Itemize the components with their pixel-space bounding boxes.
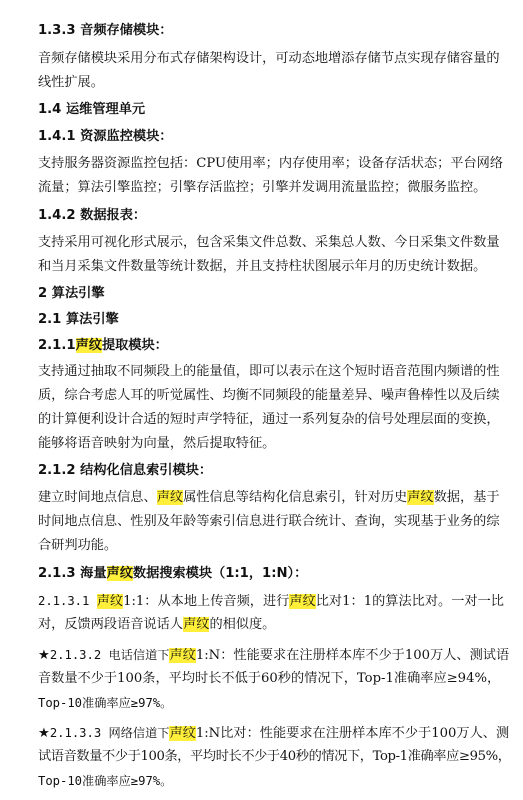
heading-1-4-2: 1.4.2 数据报表：: [38, 208, 147, 223]
heading-2-1-2: 2.1.2 结构化信息索引模块：: [38, 463, 213, 478]
paragraph-line: [38, 614, 511, 636]
text-run: 比对1：1的算法比对。一对一比: [315, 594, 504, 609]
heading-text: 数据搜索模块（1:1，1:N）：: [132, 566, 308, 581]
highlighted-term: 声纹: [156, 490, 184, 505]
paragraph-line: [38, 590, 511, 613]
paragraph-line: 线性扩展。: [38, 75, 104, 90]
highlighted-term: 声纹: [96, 594, 124, 609]
item-number: 2.1.3.3 网络信道下: [49, 726, 170, 740]
text-run: 属性信息等结构化信息索引，针对历史: [183, 490, 408, 505]
highlighted-term: 声纹: [169, 726, 196, 741]
heading-1-4-1: 1.4.1 资源监控模块：: [38, 129, 173, 144]
heading-2: 2 算法引擎: [38, 286, 105, 301]
star-icon: ★: [38, 648, 50, 663]
text-run: 数据，基于: [433, 490, 500, 505]
paragraph-line: Top-10准确率应≥97%。: [38, 696, 173, 710]
text-run: 1:1：从本地上传音频，进行: [123, 594, 290, 609]
heading-2-1: 2.1 算法引擎: [38, 312, 119, 327]
highlighted-term: 声纹: [106, 566, 133, 581]
text-run: 1:N：性能要求在注册样本库不少于100万人、测试语: [195, 648, 510, 663]
paragraph-line: 合研判功能。: [38, 538, 118, 553]
item-number: 2.1.3.2 电话信道下: [49, 648, 170, 662]
text-run: 1:N比对：性能要求在注册样本库不少于100万人、测: [195, 726, 510, 741]
heading-2-1-3: [38, 563, 511, 585]
paragraph-line: 支持服务器资源监控包括：CPU使用率；内存使用率；设备存活状态；平台网络: [38, 156, 504, 171]
heading-2-1-1: [38, 335, 511, 357]
paragraph-line: 支持通过抽取不同频段上的能量值，即可以表示在这个短时语音范围内频谱的性: [38, 364, 500, 379]
text-run: 建立时间地点信息、: [38, 490, 157, 505]
paragraph-line: 时间地点信息、性别及年龄等索引信息进行联合统计、查询，实现基于业务的综: [38, 514, 500, 529]
item-number: 2.1.3.1: [38, 594, 97, 608]
paragraph-line: 和当月采集文件数量等统计数据，并且支持柱状图展示年月的历史统计数据。: [38, 259, 487, 274]
paragraph-line: [38, 644, 511, 667]
paragraph-line: Top-10准确率应≥97%。: [38, 774, 173, 788]
paragraph-line: 音频存储模块采用分布式存储架构设计，可动态地增添存储节点实现存储容量的: [38, 51, 500, 66]
paragraph-line: 的计算便利设计合适的短时声学特征，通过一系列复杂的信号处理层面的变换，: [38, 412, 500, 427]
highlighted-term: 声纹: [407, 490, 434, 505]
text-run: 的相似度。: [209, 617, 276, 632]
heading-number: 2.1.1: [38, 338, 76, 353]
paragraph-line: 能够将语音映射为向量，然后提取特征。: [38, 436, 276, 451]
highlighted-term: 声纹: [183, 617, 210, 632]
paragraph-line: 质，综合考虑人耳的听觉属性、均衡不同频段的能量差异、噪声鲁棒性以及后续: [38, 388, 500, 403]
star-icon: ★: [38, 726, 50, 741]
paragraph-line: 流量；算法引擎监控；引擎存活监控；引擎并发调用流量监控；微服务监控。: [38, 180, 487, 195]
paragraph-line: 试语音数量不少于100条，平均时长不少于40秒的情况下，Top-1准确率应≥95%，: [38, 749, 511, 764]
highlighted-term: 声纹: [75, 338, 102, 353]
heading-1-4: 1.4 运维管理单元: [38, 102, 146, 117]
heading-number: 2.1.3 海量: [38, 566, 107, 581]
highlighted-term: 声纹: [289, 594, 316, 609]
heading-1-3-3: 1.3.3 音频存储模块：: [38, 23, 173, 38]
paragraph-line: [38, 722, 511, 745]
heading-text: 提取模块：: [101, 338, 168, 353]
paragraph-line: 支持采用可视化形式展示，包含采集文件总数、采集总人数、今日采集文件数量: [38, 235, 500, 250]
highlighted-term: 声纹: [169, 648, 196, 663]
paragraph-line: [38, 487, 511, 509]
text-run: 对，反馈两段语音说话人: [38, 617, 184, 632]
paragraph-line: 音数量不少于100条，平均时长不低于60秒的情况下，Top-1准确率应≥94%，: [38, 671, 501, 686]
